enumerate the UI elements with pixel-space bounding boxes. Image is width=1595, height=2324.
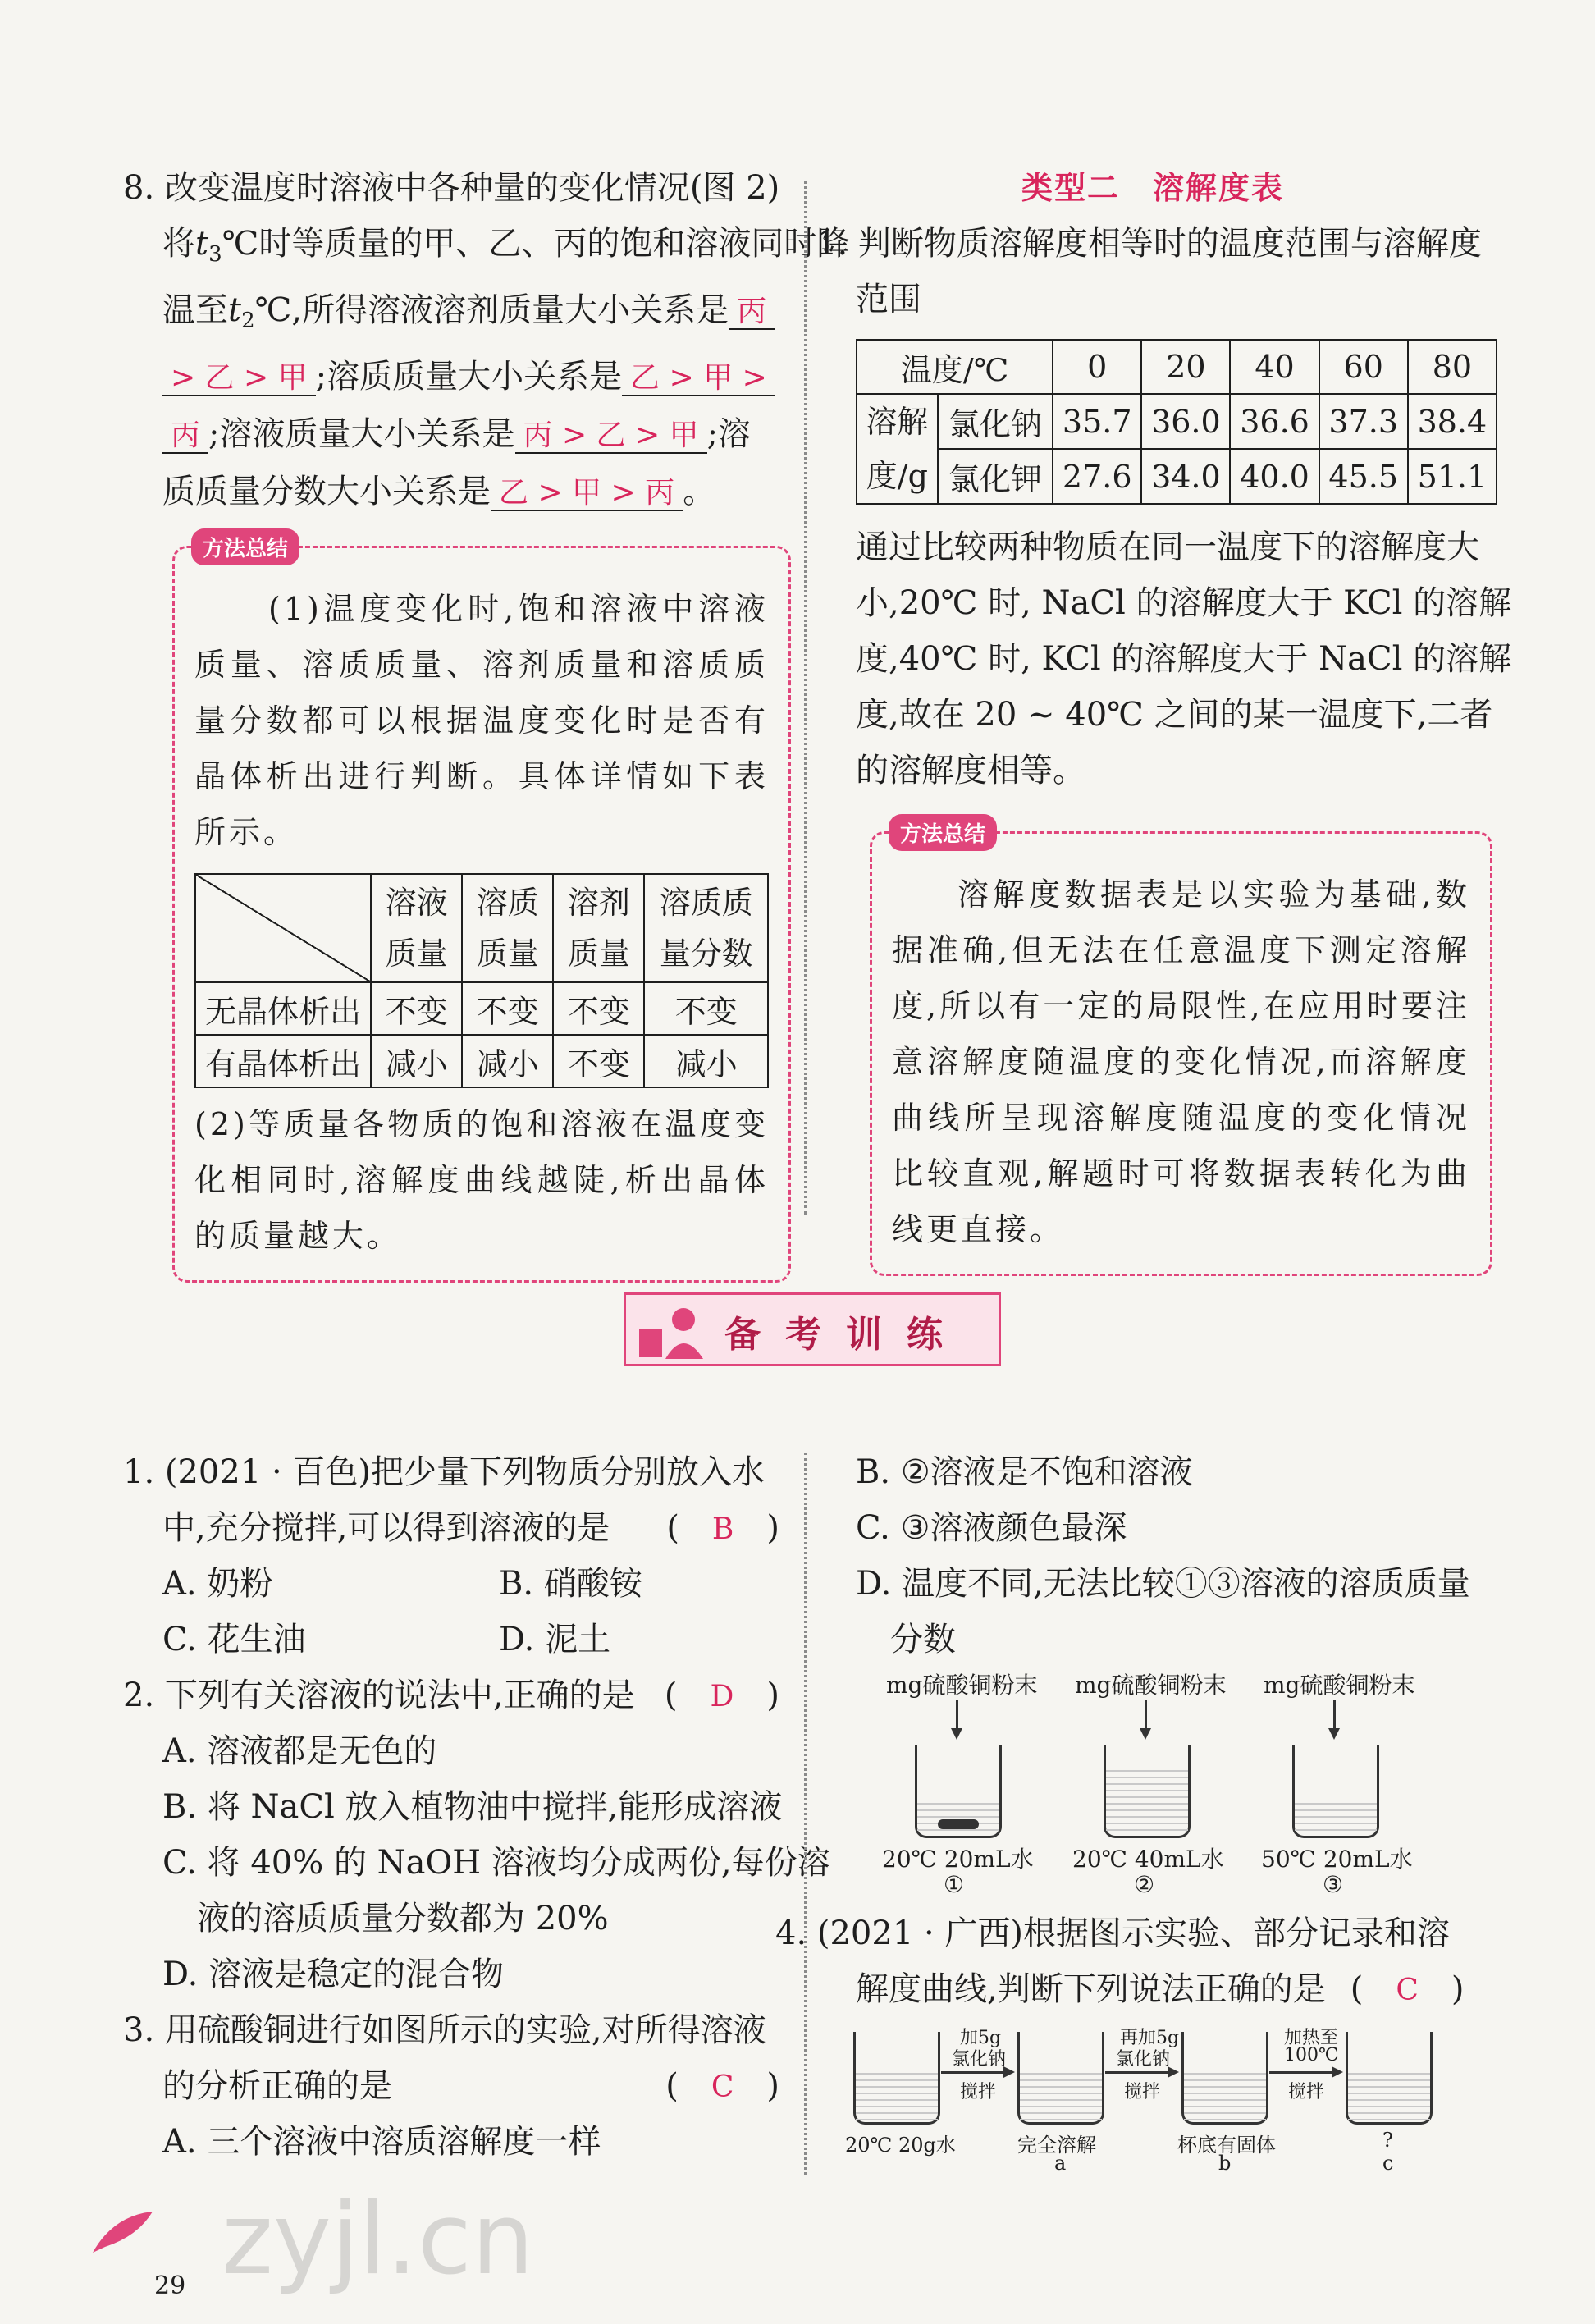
method-summary-tag: 方法总结 (191, 528, 299, 565)
answer-blank-3: 丙 > 乙 > 甲 (515, 419, 707, 454)
answer-blank-4: 乙 > 甲 > 丙 (491, 476, 683, 511)
q8-line5: 丙 ;溶液质量大小关系是 丙 > 乙 > 甲 ;溶 (123, 406, 779, 464)
q8-line3: 温至$t_2℃$,所得溶液溶剂质量大小关系是 丙 (123, 282, 779, 349)
beaker-start (853, 2032, 940, 2125)
beaker-3 (1292, 1745, 1379, 1838)
table-row: 氯化钾 27.6 34.0 40.0 45.5 51.1 (857, 449, 1497, 504)
type2-q1-line1: 1. 判断物质溶解度相等时的温度范围与溶解度 (816, 225, 1482, 263)
column-divider-bottom (804, 1452, 807, 2175)
answer-q3: C (711, 2070, 734, 2104)
answer-blank-1a: 丙 (729, 295, 775, 330)
beaker-1 (915, 1745, 1002, 1838)
summary-paragraph-1: (1)温度变化时,饱和溶液中溶液质量、溶质质量、溶剂质量和溶质质量分数都可以根据温度变化时是否有晶体析出进行判断。具体详情如下表所示。 (194, 591, 769, 850)
explain-line: 通过比较两种物质在同一温度下的溶解度大 (856, 528, 1479, 566)
answer-q4: C (1396, 1974, 1419, 2007)
explain-line: 的溶解度相等。 (856, 752, 1085, 789)
method-summary-box-1 (172, 537, 791, 1283)
page-number: 29 (154, 2271, 186, 2300)
section-title-type2: 类型二 溶解度表 (1021, 170, 1284, 206)
explain-line: 度,40℃ 时, KCl 的溶解度大于 NaCl 的溶解 (856, 640, 1512, 678)
table-header: 溶质质量 (462, 874, 553, 982)
table-row: 无晶体析出 不变 不变 不变 不变 (195, 982, 768, 1035)
table-header: 溶剂质量 (553, 874, 644, 982)
method-summary-tag: 方法总结 (889, 814, 997, 851)
arrow-right-icon (1105, 2071, 1176, 2074)
q8-line4: > 乙 > 甲 ;溶质质量大小关系是 乙 > 甲 > (123, 349, 779, 406)
crystal-change-table (194, 873, 769, 1088)
q8-line6: 质质量分数大小关系是 乙 > 甲 > 丙 。 (162, 473, 716, 510)
q8-line1: 8. 改变温度时溶液中各种量的变化情况(图 2) (123, 169, 780, 207)
arrow-right-icon (941, 2071, 1012, 2074)
arrow-down-icon (956, 1700, 958, 1736)
arrow-right-icon (1269, 2071, 1340, 2074)
left-column (123, 160, 850, 1283)
sediment (938, 1819, 979, 1829)
beaker-a (1017, 2032, 1104, 2125)
q3-figure: mg硫酸铜粉末 mg硫酸铜粉末 mg硫酸铜粉末 20℃ 20mL水 20℃ 40mL水 50℃ 20mL水 ① ② ③ (882, 1672, 1415, 1898)
column-divider-top (804, 181, 807, 1215)
explain-line: 度,故在 20 ~ 40℃ 之间的某一温度下,二者 (856, 696, 1493, 734)
table-header: 溶质质量分数 (644, 874, 768, 982)
beaker-2 (1104, 1745, 1191, 1838)
answer-blank-2b: 丙 (162, 419, 208, 454)
practice-right: B. ②溶液是不饱和溶液 C. ③溶液颜色最深 D. 温度不同,无法比较①③溶液的溶质质量 分数 mg硫酸铜粉末 mg硫酸铜粉末 mg硫酸铜粉末 20℃ 20mL水 20℃ 40mL水 50℃ 20mL水 ① ② ③ 4. (2021 · 广西)根据图示实验、部分记录和溶 解度曲线,判断下列说法正确的是 ( C ) 加5g 氯化钠 搅拌 再加5g 氯化钠 搅拌 加热至 100℃ 搅拌 20℃ 20g水 完全溶解 a 杯底有固体 b ? c (816, 1444, 1489, 2180)
arrow-down-icon (1145, 1700, 1147, 1736)
arrow-down-icon (1333, 1700, 1336, 1736)
method-summary-box-2 (870, 822, 1492, 1276)
answer-q1: B (711, 1512, 734, 1546)
feather-icon (89, 2207, 154, 2257)
right-column (816, 160, 1512, 1276)
solubility-table: 温度/℃ 0 20 40 60 80 溶解 度/g 氯化钠 35.7 36.0 36.6 37.3 38.4 氯化钾 27.6 34.0 40.0 45.5 51.1 (856, 339, 1497, 505)
summary-paragraph-2: (2)等质量各物质的饱和溶液在温度变化相同时,溶解度曲线越陡,析出晶体的质量越大。 (194, 1106, 769, 1254)
answer-q2: D (710, 1680, 734, 1713)
table-diagonal-cell (195, 874, 371, 982)
beaker-c (1346, 2032, 1433, 2125)
answer-blank-2a: 乙 > 甲 > (622, 361, 775, 396)
table-row: 有晶体析出 减小 减小 不变 减小 (195, 1035, 768, 1087)
type2-q1-line2: 范围 (856, 281, 921, 318)
table-header: 溶液质量 (371, 874, 462, 982)
answer-blank-1b: > 乙 > 甲 (162, 361, 316, 396)
practice-banner (624, 1292, 1001, 1366)
student-icon (638, 1298, 711, 1364)
table-row: 溶解 度/g 氯化钠 35.7 36.0 36.6 37.3 38.4 (857, 394, 1497, 449)
summary-paragraph: 溶解度数据表是以实验为基础,数据准确,但无法在任意温度下测定溶解度,所以有一定的局限性,在应用时要注意溶解度随温度的变化情况,而溶解度曲线所呈现溶解度随温度的变化情况比较直观,解题时可将数据表转化为曲线更直接。 (892, 876, 1470, 1247)
q8-line2: 将$t_3℃$时等质量的甲、乙、丙的饱和溶液同时降 (162, 225, 850, 267)
banner-title: 备考训练 (724, 1314, 967, 1356)
beaker-b (1181, 2032, 1268, 2125)
explain-line: 小,20℃ 时, NaCl 的溶解度大于 KCl 的溶解 (856, 584, 1512, 622)
q4-figure: 加5g 氯化钠 搅拌 再加5g 氯化钠 搅拌 加热至 100℃ 搅拌 20℃ 20g水 完全溶解 a 杯底有固体 b ? c (816, 2024, 1489, 2180)
watermark: zyjl.cn (222, 2183, 534, 2297)
practice-left: 1. (2021 · 百色)把少量下列物质分别放入水 中,充分搅拌,可以得到溶液的是 ( B ) A. 奶粉 B. 硝酸铵 C. 花生油 D. 泥土 2. 下列有关溶液的说法中,正确的是 ( D ) A. 溶液都是无色的 B. 将 NaCl 放入植物油中搅拌,能形成溶液 C. 将 40% 的 NaOH 溶液均分成两份,每份溶 液的溶质质量分数都为 20% D. 溶液是稳定的混合物 3. 用硫酸铜进行如图所示的实验,对所得溶液 的分析正确的是 ( C ) A. 三个溶液中溶质溶解度一样 (123, 1453, 830, 2161)
